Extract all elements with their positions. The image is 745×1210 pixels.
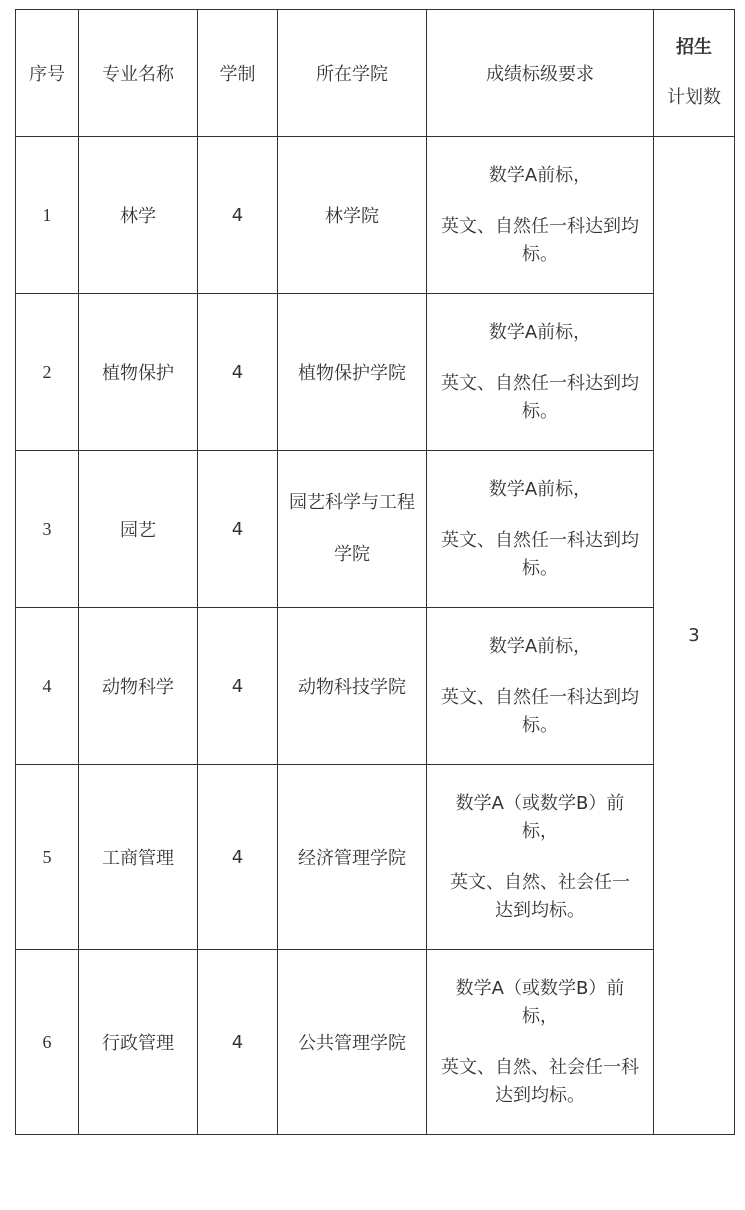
requirement-line: 数学A前标， <box>488 478 592 500</box>
header-quota-line1: 招生 <box>676 37 712 58</box>
header-major: 专业名称 <box>79 10 198 137</box>
requirement-line: 英文、自然、社会任一 <box>450 871 630 893</box>
requirement-line: 达到均标。 <box>495 899 585 921</box>
table-header-row <box>16 10 735 137</box>
row-college: 植物保护学院 <box>278 294 427 451</box>
table-row <box>16 765 735 950</box>
header-quota-line2: 计划数 <box>667 87 721 108</box>
row-years: 4 <box>198 608 278 765</box>
row-index: 4 <box>16 608 79 765</box>
row-college <box>278 451 427 608</box>
row-college: 动物科技学院 <box>278 608 427 765</box>
quota-value: 3 <box>654 137 735 1135</box>
row-requirement <box>427 451 654 608</box>
requirement-line: 标。 <box>522 714 558 736</box>
row-requirement <box>427 765 654 950</box>
enrollment-plan-table <box>15 9 735 1135</box>
header-index: 序号 <box>16 10 79 137</box>
header-quota <box>654 10 735 137</box>
row-years: 4 <box>198 765 278 950</box>
row-requirement <box>427 137 654 294</box>
row-requirement <box>427 950 654 1135</box>
requirement-line: 标。 <box>522 243 558 265</box>
requirement-line: 数学A前标， <box>488 635 592 657</box>
requirement-line: 数学A前标， <box>488 321 592 343</box>
requirement-line: 数学A（或数学B）前 <box>455 792 625 814</box>
requirement-line: 标， <box>522 1005 558 1027</box>
row-major: 动物科学 <box>79 608 198 765</box>
row-major: 行政管理 <box>79 950 198 1135</box>
row-years: 4 <box>198 137 278 294</box>
header-years: 学制 <box>198 10 278 137</box>
row-index: 5 <box>16 765 79 950</box>
table-row <box>16 137 735 294</box>
row-requirement <box>427 608 654 765</box>
row-major: 园艺 <box>79 451 198 608</box>
requirement-line: 数学A前标， <box>488 164 592 186</box>
row-index: 1 <box>16 137 79 294</box>
requirement-line: 标。 <box>522 557 558 579</box>
header-requirement: 成绩标级要求 <box>427 10 654 137</box>
row-major: 工商管理 <box>79 765 198 950</box>
table-row <box>16 608 735 765</box>
table-row <box>16 294 735 451</box>
table-row <box>16 950 735 1135</box>
requirement-line: 英文、自然任一科达到均 <box>441 686 639 708</box>
college-line: 学院 <box>334 544 370 565</box>
requirement-line: 达到均标。 <box>495 1084 585 1106</box>
header-college: 所在学院 <box>278 10 427 137</box>
row-requirement <box>427 294 654 451</box>
requirement-line: 英文、自然任一科达到均 <box>441 529 639 551</box>
row-college: 公共管理学院 <box>278 950 427 1135</box>
row-years: 4 <box>198 950 278 1135</box>
row-index: 2 <box>16 294 79 451</box>
row-major: 林学 <box>79 137 198 294</box>
requirement-line: 标， <box>522 820 558 842</box>
row-college: 经济管理学院 <box>278 765 427 950</box>
row-index: 6 <box>16 950 79 1135</box>
requirement-line: 数学A（或数学B）前 <box>455 977 625 999</box>
requirement-line: 英文、自然、社会任一科 <box>441 1056 639 1078</box>
requirement-line: 标。 <box>522 400 558 422</box>
row-years: 4 <box>198 451 278 608</box>
requirement-line: 英文、自然任一科达到均 <box>441 215 639 237</box>
row-index: 3 <box>16 451 79 608</box>
row-years: 4 <box>198 294 278 451</box>
table-row <box>16 451 735 608</box>
requirement-line: 英文、自然任一科达到均 <box>441 372 639 394</box>
college-line: 园艺科学与工程 <box>289 492 415 513</box>
row-major: 植物保护 <box>79 294 198 451</box>
row-college: 林学院 <box>278 137 427 294</box>
